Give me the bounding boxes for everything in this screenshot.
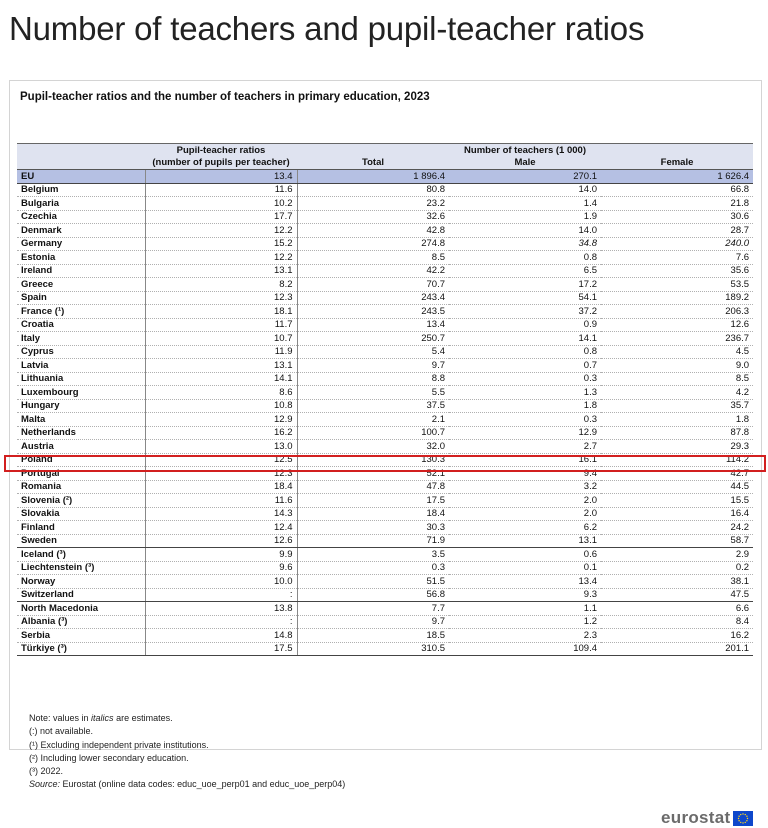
table-row: [17, 278, 753, 292]
cell-total: 7.7: [297, 602, 449, 616]
note-not-available: (:) not available.: [29, 726, 94, 737]
cell-male: 109.4: [449, 642, 601, 656]
cell-female: 47.5: [601, 588, 753, 602]
cell-ratio: 9.6: [145, 561, 297, 575]
row-label: Liechtenstein (³): [17, 561, 145, 575]
cell-female: 236.7: [601, 332, 753, 346]
flag-star: [739, 815, 740, 816]
row-label: Slovakia: [17, 507, 145, 521]
table-row: [17, 521, 753, 535]
cell-ratio: 12.3: [145, 291, 297, 305]
row-label: Norway: [17, 575, 145, 589]
cell-female: 9.0: [601, 359, 753, 373]
cell-male: 1.1: [449, 602, 601, 616]
row-label: Switzerland: [17, 588, 145, 602]
cell-total: 51.5: [297, 575, 449, 589]
cell-total: 56.8: [297, 588, 449, 602]
cell-male: 0.8: [449, 251, 601, 265]
cell-ratio: 17.7: [145, 210, 297, 224]
table-row: [17, 575, 753, 589]
cell-male: 0.3: [449, 372, 601, 386]
cell-total: 32.6: [297, 210, 449, 224]
table-row: [17, 642, 753, 656]
eurostat-logo-text: eurostat: [661, 808, 731, 827]
cell-ratio: 13.0: [145, 440, 297, 454]
table-row: [17, 264, 753, 278]
header-corner-2: [17, 157, 145, 170]
row-label: Serbia: [17, 629, 145, 643]
cell-ratio: 10.2: [145, 197, 297, 211]
flag-star: [739, 820, 740, 821]
cell-male: 0.9: [449, 318, 601, 332]
row-label: Italy: [17, 332, 145, 346]
cell-total: 52.1: [297, 467, 449, 481]
cell-total: 5.4: [297, 345, 449, 359]
cell-total: 5.5: [297, 386, 449, 400]
cell-total: 2.1: [297, 413, 449, 427]
page-heading: Number of teachers and pupil-teacher ratios: [9, 10, 645, 47]
cell-male: 14.0: [449, 183, 601, 197]
row-label: Poland: [17, 453, 145, 467]
cell-male: 1.9: [449, 210, 601, 224]
row-label: Czechia: [17, 210, 145, 224]
cell-total: 71.9: [297, 534, 449, 548]
table-row: [17, 210, 753, 224]
cell-female: 28.7: [601, 224, 753, 238]
cell-ratio: 11.6: [145, 183, 297, 197]
table-row: [17, 494, 753, 508]
cell-male: 0.8: [449, 345, 601, 359]
cell-female: 2.9: [601, 548, 753, 562]
row-label: Latvia: [17, 359, 145, 373]
note-estimates: [29, 712, 345, 725]
cell-male: 12.9: [449, 426, 601, 440]
cell-female: 12.6: [601, 318, 753, 332]
cell-female: 35.6: [601, 264, 753, 278]
cell-male: 0.6: [449, 548, 601, 562]
cell-male: 9.3: [449, 588, 601, 602]
row-label: Germany: [17, 237, 145, 251]
flag-star: [738, 817, 739, 818]
header-row-1: [17, 144, 753, 157]
cell-male: 2.0: [449, 507, 601, 521]
row-label: Sweden: [17, 534, 145, 548]
cell-male: 14.1: [449, 332, 601, 346]
row-label: Croatia: [17, 318, 145, 332]
cell-ratio: 13.1: [145, 264, 297, 278]
row-label: Ireland: [17, 264, 145, 278]
cell-total: 42.2: [297, 264, 449, 278]
cell-ratio: 15.2: [145, 237, 297, 251]
row-label: Luxembourg: [17, 386, 145, 400]
cell-ratio: 14.3: [145, 507, 297, 521]
header-ratio-line1: Pupil-teacher ratios: [145, 144, 297, 157]
cell-ratio: 13.4: [145, 170, 297, 184]
cell-male: 9.4: [449, 467, 601, 481]
row-label: Austria: [17, 440, 145, 454]
row-label: Denmark: [17, 224, 145, 238]
table-row: [17, 507, 753, 521]
cell-female: 15.5: [601, 494, 753, 508]
row-label: Türkiye (³): [17, 642, 145, 656]
cell-ratio: 12.4: [145, 521, 297, 535]
cell-female: 7.6: [601, 251, 753, 265]
cell-total: 8.8: [297, 372, 449, 386]
row-label: Bulgaria: [17, 197, 145, 211]
cell-female: 6.6: [601, 602, 753, 616]
cell-ratio: :: [145, 588, 297, 602]
cell-ratio: 9.9: [145, 548, 297, 562]
table-row: [17, 197, 753, 211]
cell-female: 35.7: [601, 399, 753, 413]
table-row: [17, 440, 753, 454]
flag-star: [741, 813, 742, 814]
header-total: Total: [297, 157, 449, 170]
cell-ratio: :: [145, 615, 297, 629]
row-label: Spain: [17, 291, 145, 305]
cell-female: 24.2: [601, 521, 753, 535]
cell-male: 1.8: [449, 399, 601, 413]
cell-male: 14.0: [449, 224, 601, 238]
row-label: Greece: [17, 278, 145, 292]
cell-ratio: 18.1: [145, 305, 297, 319]
cell-total: 274.8: [297, 237, 449, 251]
cell-male: 0.3: [449, 413, 601, 427]
cell-female: 16.4: [601, 507, 753, 521]
row-label: Cyprus: [17, 345, 145, 359]
row-label: Portugal: [17, 467, 145, 481]
cell-male: 1.3: [449, 386, 601, 400]
cell-ratio: 13.1: [145, 359, 297, 373]
cell-female: 240.0: [601, 237, 753, 251]
cell-male: 13.4: [449, 575, 601, 589]
source-text: Eurostat (online data codes: educ_uoe_perp01 and educ_uoe_perp04): [60, 779, 346, 790]
cell-ratio: 12.3: [145, 467, 297, 481]
row-label: Hungary: [17, 399, 145, 413]
cell-male: 3.2: [449, 480, 601, 494]
cell-male: 13.1: [449, 534, 601, 548]
table-row: [17, 237, 753, 251]
cell-male: 0.7: [449, 359, 601, 373]
cell-ratio: 10.8: [145, 399, 297, 413]
cell-male: 54.1: [449, 291, 601, 305]
cell-ratio: 10.0: [145, 575, 297, 589]
cell-total: 30.3: [297, 521, 449, 535]
table-row: [17, 251, 753, 265]
table-row: [17, 588, 753, 602]
cell-ratio: 18.4: [145, 480, 297, 494]
note-footnote-3: (³) 2022.: [29, 766, 64, 777]
cell-total: 42.8: [297, 224, 449, 238]
table-row: [17, 561, 753, 575]
table-row: [17, 224, 753, 238]
table-row: [17, 615, 753, 629]
flag-star: [743, 822, 744, 823]
cell-ratio: 14.8: [145, 629, 297, 643]
cell-ratio: 12.6: [145, 534, 297, 548]
cell-female: 206.3: [601, 305, 753, 319]
cell-male: 2.3: [449, 629, 601, 643]
header-male: Male: [449, 157, 601, 170]
flag-star: [747, 817, 748, 818]
note-estimates-pre: Note: values in: [29, 713, 92, 723]
table-row: [17, 534, 753, 548]
cell-total: 18.5: [297, 629, 449, 643]
cell-female: 16.2: [601, 629, 753, 643]
note-estimates-post: are estimates.: [113, 713, 173, 723]
row-label: Malta: [17, 413, 145, 427]
cell-female: 201.1: [601, 642, 753, 656]
cell-female: 58.7: [601, 534, 753, 548]
table-row: [17, 602, 753, 616]
cell-total: 1 896.4: [297, 170, 449, 184]
flag-star: [745, 821, 746, 822]
note-source: [29, 778, 345, 791]
cell-ratio: 13.8: [145, 602, 297, 616]
note-estimates-italic: italics: [91, 713, 114, 723]
cell-male: 1.2: [449, 615, 601, 629]
cell-female: 4.5: [601, 345, 753, 359]
cell-ratio: 12.5: [145, 453, 297, 467]
cell-female: 1.8: [601, 413, 753, 427]
row-label: Estonia: [17, 251, 145, 265]
table-row: [17, 332, 753, 346]
row-label: Iceland (³): [17, 548, 145, 562]
header-teachers-group: Number of teachers (1 000): [297, 144, 753, 157]
cell-ratio: 8.6: [145, 386, 297, 400]
cell-total: 80.8: [297, 183, 449, 197]
cell-female: 30.6: [601, 210, 753, 224]
table-row: [17, 170, 753, 184]
cell-male: 2.0: [449, 494, 601, 508]
table-row: [17, 399, 753, 413]
row-label: Belgium: [17, 183, 145, 197]
notes: [29, 712, 345, 792]
cell-total: 250.7: [297, 332, 449, 346]
cell-female: 189.2: [601, 291, 753, 305]
cell-female: 53.5: [601, 278, 753, 292]
cell-ratio: 11.9: [145, 345, 297, 359]
cell-male: 1.4: [449, 197, 601, 211]
data-table: [17, 143, 753, 656]
cell-female: 66.8: [601, 183, 753, 197]
cell-male: 2.7: [449, 440, 601, 454]
cell-female: 1 626.4: [601, 170, 753, 184]
cell-total: 70.7: [297, 278, 449, 292]
flag-star: [741, 821, 742, 822]
flag-star: [747, 820, 748, 821]
row-label: Lithuania: [17, 372, 145, 386]
cell-female: 8.4: [601, 615, 753, 629]
flag-star: [747, 815, 748, 816]
cell-female: 4.2: [601, 386, 753, 400]
table-row: [17, 372, 753, 386]
cell-male: 6.2: [449, 521, 601, 535]
eu-flag-icon: [733, 811, 753, 826]
cell-total: 32.0: [297, 440, 449, 454]
cell-male: 37.2: [449, 305, 601, 319]
table-row: [17, 426, 753, 440]
row-label: EU: [17, 170, 145, 184]
cell-ratio: 17.5: [145, 642, 297, 656]
cell-ratio: 16.2: [145, 426, 297, 440]
table-row: [17, 318, 753, 332]
cell-male: 17.2: [449, 278, 601, 292]
row-label: North Macedonia: [17, 602, 145, 616]
figure-frame: [9, 80, 762, 827]
cell-female: 0.2: [601, 561, 753, 575]
row-label: Finland: [17, 521, 145, 535]
cell-female: 114.2: [601, 453, 753, 467]
cell-ratio: 11.6: [145, 494, 297, 508]
cell-total: 310.5: [297, 642, 449, 656]
row-label: Slovenia (²): [17, 494, 145, 508]
cell-ratio: 12.2: [145, 251, 297, 265]
flag-star: [743, 813, 744, 814]
cell-ratio: 8.2: [145, 278, 297, 292]
header-female: Female: [601, 157, 753, 170]
cell-ratio: 10.7: [145, 332, 297, 346]
cell-total: 0.3: [297, 561, 449, 575]
cell-ratio: 14.1: [145, 372, 297, 386]
table-row: [17, 386, 753, 400]
cell-total: 243.5: [297, 305, 449, 319]
cell-female: 42.7: [601, 467, 753, 481]
table-row: [17, 413, 753, 427]
cell-total: 130.3: [297, 453, 449, 467]
row-label: Netherlands: [17, 426, 145, 440]
header-corner: [17, 144, 145, 157]
cell-total: 243.4: [297, 291, 449, 305]
cell-ratio: 11.7: [145, 318, 297, 332]
cell-male: 0.1: [449, 561, 601, 575]
cell-female: 87.8: [601, 426, 753, 440]
row-label: France (¹): [17, 305, 145, 319]
cell-female: 8.5: [601, 372, 753, 386]
cell-female: 44.5: [601, 480, 753, 494]
cell-male: 6.5: [449, 264, 601, 278]
cell-female: 29.3: [601, 440, 753, 454]
table-row: [17, 467, 753, 481]
cell-total: 18.4: [297, 507, 449, 521]
cell-female: 38.1: [601, 575, 753, 589]
cell-total: 37.5: [297, 399, 449, 413]
note-footnote-1: (¹) Excluding independent private institutions.: [29, 739, 209, 750]
cell-total: 23.2: [297, 197, 449, 211]
cell-female: 21.8: [601, 197, 753, 211]
table-row: [17, 480, 753, 494]
table-row: [17, 359, 753, 373]
table-row: [17, 453, 753, 467]
cell-total: 13.4: [297, 318, 449, 332]
cell-ratio: 12.9: [145, 413, 297, 427]
cell-total: 47.8: [297, 480, 449, 494]
cell-male: 270.1: [449, 170, 601, 184]
table-row: [17, 345, 753, 359]
header-ratio-line2: (number of pupils per teacher): [145, 157, 297, 170]
flag-star: [745, 813, 746, 814]
cell-total: 9.7: [297, 615, 449, 629]
note-footnote-2: (²) Including lower secondary education.: [29, 752, 189, 763]
cell-total: 3.5: [297, 548, 449, 562]
row-label: Albania (³): [17, 615, 145, 629]
cell-total: 8.5: [297, 251, 449, 265]
cell-total: 100.7: [297, 426, 449, 440]
source-label: Source:: [29, 779, 61, 790]
cell-total: 9.7: [297, 359, 449, 373]
table-row: [17, 183, 753, 197]
table-row: [17, 291, 753, 305]
header-row-2: [17, 157, 753, 170]
cell-male: 16.1: [449, 453, 601, 467]
row-label: Romania: [17, 480, 145, 494]
table-row: [17, 305, 753, 319]
cell-male: 34.8: [449, 237, 601, 251]
eurostat-logo: [661, 808, 753, 828]
figure-title: Pupil-teacher ratios and the number of teachers in primary education, 2023: [20, 91, 430, 103]
table-body: [17, 170, 753, 656]
cell-total: 17.5: [297, 494, 449, 508]
table-row: [17, 548, 753, 562]
table-row: [17, 629, 753, 643]
cell-ratio: 12.2: [145, 224, 297, 238]
